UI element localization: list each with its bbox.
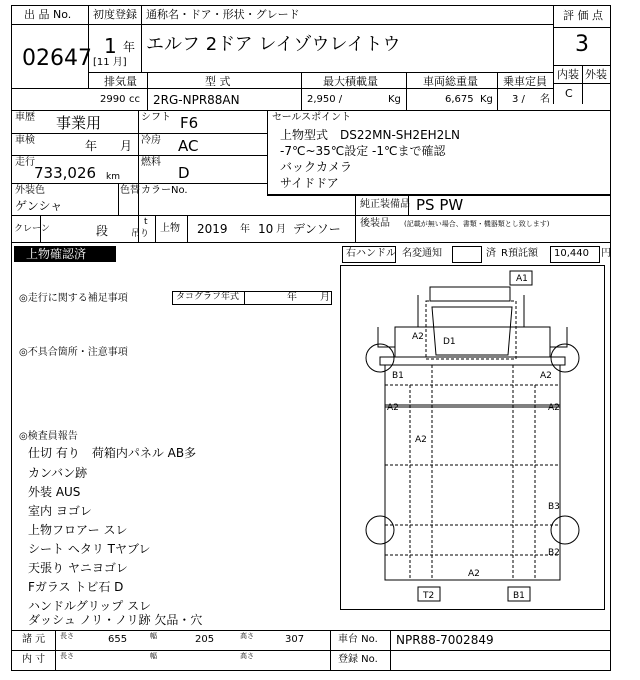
crane-hook: 吊り [131,229,150,239]
lot-no: 02647 [22,46,92,71]
truck-damage-diagram [340,265,605,610]
aftermarket-note: (記載が無い場合、書類・機器類とし致します) [404,220,550,228]
mileage-unit: km [106,172,120,182]
recycle-value: 10,440 [554,248,589,259]
interior-grade: C [565,87,573,100]
body-year: 2019 [197,222,228,236]
driving-notes-label: ◎走行に関する補足事項 [19,293,128,304]
inspector-line: Fガラス トビ石 D [28,580,124,594]
diagram-mark: A2 [548,403,560,413]
tachograph-year: 年 [287,292,297,303]
sales-point-line: 上物型式 DS22MN-SH2EH2LN [280,128,460,142]
mileage-label: 走行 [15,157,35,168]
width-label: 幅 [150,652,157,660]
inspector-line: ハンドルグリップ スレ [28,599,152,613]
diagram-mark: B1 [513,591,525,601]
ac: AC [178,137,199,155]
body-year-unit: 年 [240,224,250,235]
defects-label: ◎不具合箇所・注意事項 [19,347,128,358]
diagram-mark: A2 [468,569,480,579]
inspector-line: 室内 ヨゴレ [28,504,92,518]
diagram-mark: B3 [548,502,560,512]
height: 307 [285,634,305,645]
body-check-badge [14,246,116,262]
sales-point-line: バックカメラ [280,160,353,174]
color-code-label: カラーNo. [141,185,188,196]
model-label: 型 式 [205,75,231,88]
body-check-label: 上物確認済 [26,247,87,261]
diagram-mark: B2 [548,548,560,558]
max-load: 2,950 / [307,94,343,105]
diagram-mark: A2 [540,371,552,381]
exterior-grade-label: 外装 [585,68,607,81]
displacement-label: 排気量 [104,75,137,88]
body-month: 10 [258,222,274,236]
total-weight: 6,675 [445,94,474,105]
width-label: 幅 [150,632,157,640]
crane-ton: t [144,217,148,227]
grade-label: 評 価 点 [563,9,603,22]
color-label: 外装色 [15,185,45,196]
tax-label: 済 [486,248,496,259]
length: 655 [108,634,128,645]
crane-steps: 段 [96,224,109,238]
first-reg-year: 1 [104,34,117,58]
inspector-line: カンバン跡 [28,466,88,480]
sales-point-line: -7℃~35℃設定 -1℃まで確認 [280,144,446,158]
width: 205 [195,634,215,645]
height-label: 高さ [240,632,254,640]
total-weight-label: 車両総重量 [423,75,478,88]
body-label: 上物 [160,223,180,234]
usage-label: 車歴 [15,112,35,123]
inspector-line: 上物フロアー スレ [28,523,128,537]
body-month-unit: 月 [276,224,286,235]
fuel: D [178,164,190,182]
mileage: 733,026 [34,164,97,182]
lot-no-label: 出 品 No. [24,8,72,21]
inspector-line: 外装 AUS [28,485,81,499]
inspection-label: 車検 [15,135,35,146]
body-maker: デンソー [293,222,341,236]
name-change-box [452,246,482,263]
genuine-equipment-label: 純正装備品 [360,199,410,210]
model: 2RG-NPR88AN [153,93,240,107]
diagram-mark: A2 [415,435,427,445]
diagram-mark: A2 [412,332,424,342]
inspection-month: 月 [120,139,133,153]
dims-label: 諸 元 [22,634,46,645]
diagram-mark: A2 [387,403,399,413]
shift: F6 [180,114,199,132]
color-change-label: 色替 [120,185,140,196]
diagram-mark: D1 [443,337,456,347]
inspector-line: 天張り ヤニヨゴレ [28,561,128,575]
length-label: 長さ [60,652,74,660]
name-change-label: 名変通知 [402,248,442,259]
max-load-unit: Kg [388,94,401,105]
diagram-mark: B1 [392,371,404,381]
chassis-no: NPR88-7002849 [396,633,494,647]
recycle-label: R預託額 [501,248,538,259]
inspector-line: 仕切 有り 荷箱内パネル AB多 [28,446,197,460]
car-name: エルフ 2ドア レイゾウレイトウ [146,34,401,55]
length-label: 長さ [60,632,74,640]
genuine-equipment: PS PW [416,196,464,214]
car-name-label: 通称名・ドア・形状・グレード [146,8,300,21]
recycle-unit: 円 [601,248,611,259]
sales-point-line: サイドドア [280,176,339,190]
registration-label: 登録 No. [338,654,378,665]
tachograph-label: タコグラフ年式 [176,292,240,302]
displacement-unit: cc [129,94,140,105]
inspector-line: シート ヘタリ Tヤブレ [28,542,151,556]
max-load-label: 最大積載量 [323,75,378,88]
interior-dims-label: 内 寸 [22,654,46,665]
first-reg-label: 初度登録 [93,8,137,21]
crane-label: クレーン [14,224,50,234]
inspection-year: 年 [85,139,98,153]
shift-label: シフト [141,112,171,123]
first-reg-month: [11 月] [93,57,127,68]
sales-point-label: セールスポイント [272,112,352,123]
ac-label: 冷房 [141,135,161,146]
capacity-label: 乗車定員 [503,75,547,88]
first-reg-year-unit: 年 [123,40,136,54]
diagram-mark: A1 [516,274,528,284]
capacity-unit: 名 [540,94,550,105]
capacity: 3 / [512,94,525,105]
diagram-mark: T2 [423,591,435,601]
tachograph-month: 月 [320,292,330,303]
inspector-line: ダッシュ ノリ・ノリ跡 欠品・穴 [28,613,203,627]
overall-grade: 3 [575,32,589,57]
usage: 事業用 [56,114,102,132]
rhd: 右ハンドル [346,248,396,259]
fuel-label: 燃料 [141,157,161,168]
inspector-report-label: ◎検査員報告 [19,431,78,442]
aftermarket-label: 後装品 [360,218,390,229]
chassis-label: 車台 No. [338,634,378,645]
total-weight-unit: Kg [480,94,493,105]
height-label: 高さ [240,652,254,660]
displacement: 2990 [100,94,126,105]
interior-grade-label: 内装 [557,68,579,81]
color: ゲンシャ [15,199,63,213]
